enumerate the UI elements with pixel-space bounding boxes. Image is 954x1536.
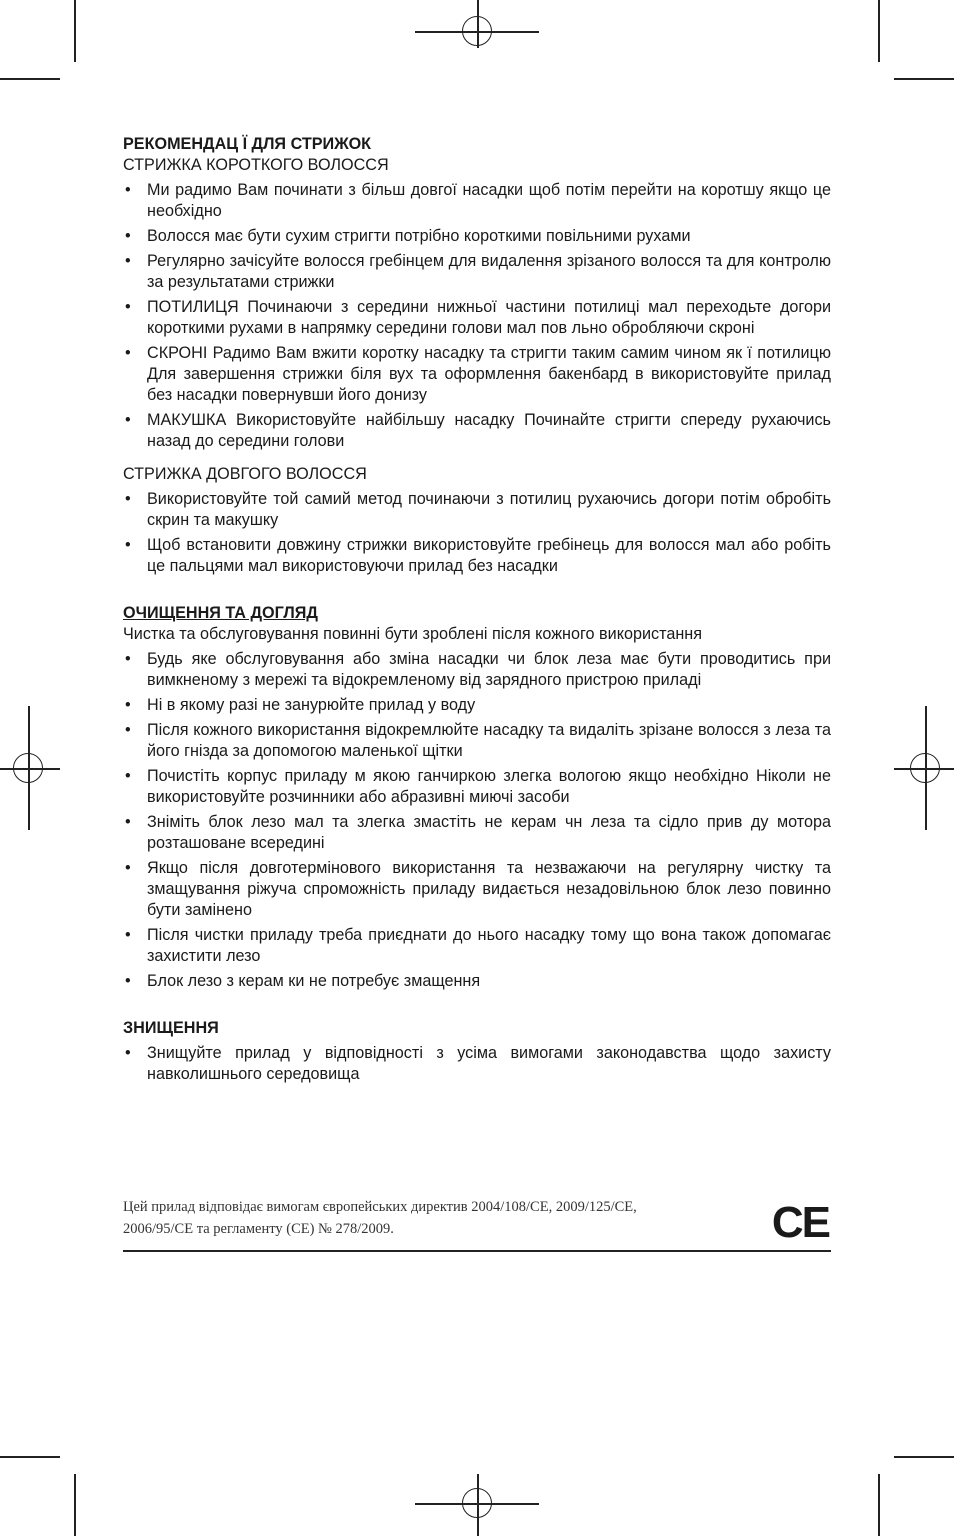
subsection-title-long-hair: СТРИЖКА ДОВГОГО ВОЛОССЯ xyxy=(123,465,367,483)
crop-mark xyxy=(74,0,76,62)
disposal-list xyxy=(123,1043,831,1085)
crop-mark xyxy=(878,1474,880,1536)
list-item: • Ні в якому разі не занурюйте прилад у воду xyxy=(123,695,831,716)
list-item: • Ми радимо Вам починати з більш довгої насадки щоб потім перейти на коротшу якщо це необхідно xyxy=(123,180,831,222)
list-item: • Будь яке обслуговування або зміна насадки чи блок леза має бути проводитись при вимкненому з мережі та відокремленому від зарядного пристрою приладі xyxy=(123,649,831,691)
crop-mark xyxy=(74,1474,76,1536)
list-item: • Якщо після довготермінового використання та незважаючи на регулярну чистку та змащування ріжуча спроможність приладу видається незадовільною блок лезо повинно бути замінено xyxy=(123,858,831,921)
list-item: • Після чистки приладу треба приєднати до нього насадку тому що вона також допомагає захистити лезо xyxy=(123,925,831,967)
list-item: • ПОТИЛИЦЯ Починаючи з середини нижньої частини потилиці мал переходьте догори короткими рухами в напрямку середини голови мал пов льно обробляючи скроні xyxy=(123,297,831,339)
list-item: • Почистіть корпус приладу м якою ганчиркою злегка вологою якщо необхідно Ніколи не використовуйте розчинники або абразивні миючі засоби xyxy=(123,766,831,808)
crop-mark xyxy=(894,1456,954,1458)
crop-mark xyxy=(0,78,60,80)
registration-mark-circle xyxy=(462,16,492,46)
list-item: • Після кожного використання відокремлюйте насадку та видаліть зрізане волосся з леза та його гнізда за допомогою маленької щітки xyxy=(123,720,831,762)
crop-mark xyxy=(894,78,954,80)
registration-mark-circle xyxy=(13,753,43,783)
section-title-cleaning: ОЧИЩЕННЯ ТА ДОГЛЯД xyxy=(123,604,318,622)
list-item: • Щоб встановити довжину стрижки використовуйте гребінець для волосся мал або робіть це пальцями мал використовуючи прилад без насадки xyxy=(123,535,831,577)
footer xyxy=(123,1196,831,1247)
crop-mark xyxy=(878,0,880,62)
subsection-title-short-hair: СТРИЖКА КОРОТКОГО ВОЛОССЯ xyxy=(123,156,389,174)
list-item: • Використовуйте той самий метод починаючи з потилиц рухаючись догори потім обробіть скрин та макушку xyxy=(123,489,831,531)
list-item: • Волосся має бути сухим стригти потрібно короткими повільними рухами xyxy=(123,226,831,247)
list-item: • МАКУШКА Використовуйте найбільшу насадку Починайте стригти спереду рухаючись назад до середини голови xyxy=(123,410,831,452)
list-item: • СКРОНІ Радимо Вам вжити коротку насадку та стригти таким самим чином як ї потилицю Для завершення стрижки біля вух та оформлення бакенбард в використовуйте прилад без насадки повернувши його донизу xyxy=(123,343,831,406)
manual-page xyxy=(123,134,831,1089)
short-hair-list xyxy=(123,180,831,452)
footer-divider xyxy=(123,1250,831,1252)
registration-mark-circle xyxy=(462,1488,492,1518)
ce-mark: CE xyxy=(771,1198,829,1247)
crop-mark xyxy=(0,1456,60,1458)
list-item: • Знищуйте прилад у відповідності з усіма вимогами законодавства щодо захисту навколишнього середовища xyxy=(123,1043,831,1085)
long-hair-list xyxy=(123,489,831,577)
list-item: • Зніміть блок лезо мал та злегка змастіть не керам чн леза та сідло прив ду мотора розташоване всередині xyxy=(123,812,831,854)
cleaning-intro: Чистка та обслуговування повинні бути зроблені після кожного використання xyxy=(123,625,702,643)
registration-mark-circle xyxy=(910,753,940,783)
list-item: • Регулярно зачісуйте волосся гребінцем для видалення зрізаного волосся та для контролю за результатами стрижки xyxy=(123,251,831,293)
certification-text: Цей прилад відповідає вимогам європейських директив 2004/108/CE, 2009/125/CE, 2006/95/CE та регламенту (CE) № 278/2009. xyxy=(123,1199,637,1237)
cleaning-list xyxy=(123,649,831,992)
section-title-disposal: ЗНИЩЕННЯ xyxy=(123,1019,219,1037)
section-title-recommendations: РЕКОМЕНДАЦ Ї ДЛЯ СТРИЖОК xyxy=(123,135,372,153)
list-item: • Блок лезо з керам ки не потребує змащення xyxy=(123,971,831,992)
